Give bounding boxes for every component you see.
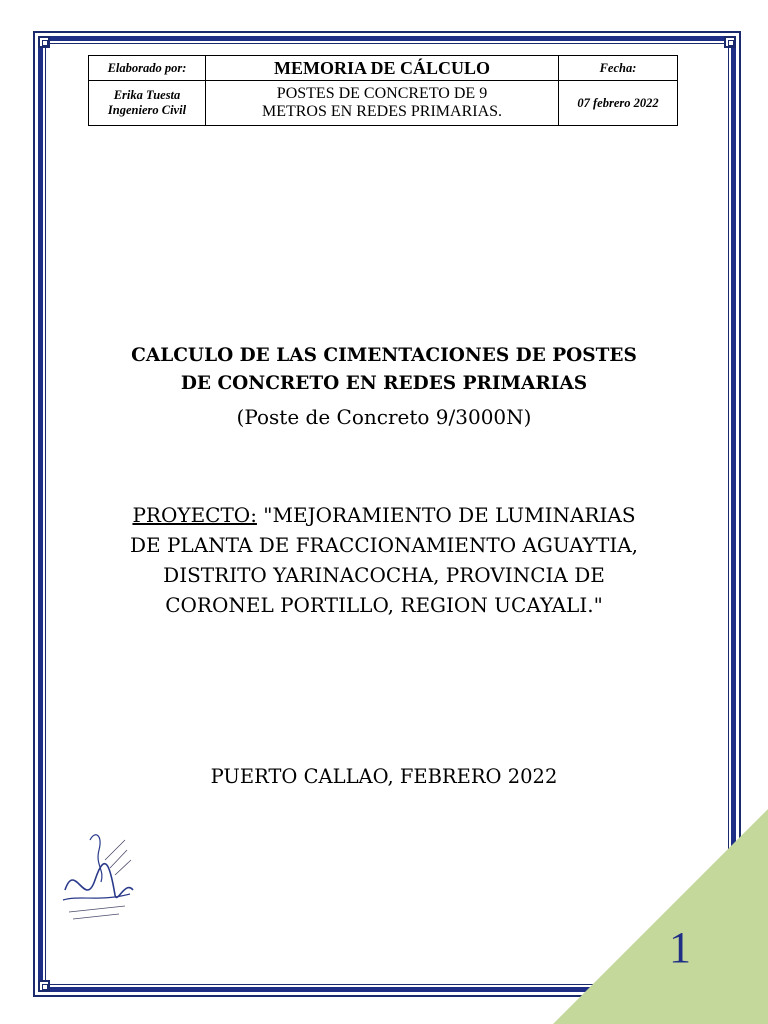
project-description — [80, 500, 688, 620]
subject-line-1: POSTES DE CONCRETO DE 9 — [276, 85, 488, 102]
header-table — [88, 55, 678, 126]
author-title: Ingeniero Civil — [107, 103, 187, 117]
project-line-3: DISTRITO YARINACOCHA, PROVINCIA DE — [163, 563, 605, 587]
prepared-by-label: Elaborado por: — [89, 56, 206, 81]
subject-line-2: METROS EN REDES PRIMARIAS. — [261, 103, 503, 120]
page-number: 1 — [669, 923, 691, 972]
author-name: Erika Tuesta — [113, 88, 181, 102]
subject-cell — [206, 81, 559, 126]
place-and-date: PUERTO CALLAO, FEBRERO 2022 — [210, 765, 558, 788]
document-title: MEMORIA DE CÁLCULO — [206, 56, 559, 81]
signature-stamp — [55, 820, 145, 940]
border-corner-ornament — [724, 36, 736, 48]
document-main-title — [60, 342, 708, 398]
border-corner-ornament — [38, 980, 50, 992]
border-corner-ornament — [38, 36, 50, 48]
project-line-1: "MEJORAMIENTO DE LUMINARIAS — [256, 503, 636, 527]
title-line-1: CALCULO DE LAS CIMENTACIONES DE POSTES — [131, 345, 637, 366]
title-line-2: DE CONCRETO EN REDES PRIMARIAS — [180, 373, 588, 394]
project-label: PROYECTO: — [132, 503, 257, 527]
project-line-4: CORONEL PORTILLO, REGION UCAYALI." — [165, 593, 603, 617]
date-label: Fecha: — [559, 56, 678, 81]
document-date: 07 febrero 2022 — [559, 81, 678, 126]
document-subtitle: (Poste de Concreto 9/3000N) — [236, 405, 532, 429]
project-line-2: DE PLANTA DE FRACCIONAMIENTO AGUAYTIA, — [129, 533, 639, 557]
author-cell — [89, 81, 206, 126]
